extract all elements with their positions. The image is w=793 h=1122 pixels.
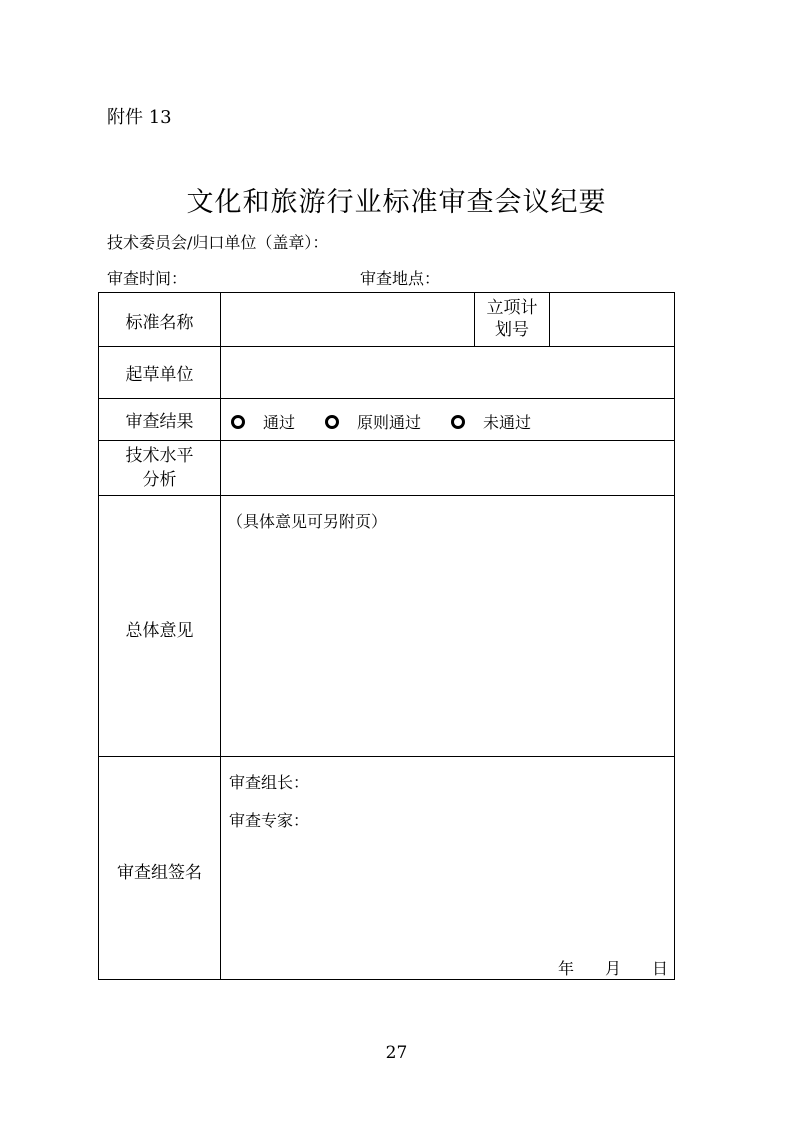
experts-label: 审查专家： [229, 811, 310, 830]
tech-level-label-line1: 技术水平 [125, 446, 194, 466]
overall-opinion-label: 总体意见 [125, 621, 194, 641]
date-day-label: 日 [652, 959, 669, 978]
tech-level-field[interactable] [221, 441, 674, 495]
review-result-options [231, 410, 561, 433]
standard-name-field[interactable] [221, 293, 474, 346]
tech-level-label-line2: 分析 [142, 470, 177, 490]
page-number: 27 [385, 1043, 408, 1063]
overall-opinion-field[interactable] [221, 533, 674, 755]
review-time-label: 审查时间： [107, 269, 188, 288]
result-option-pass[interactable] [231, 410, 295, 433]
row-divider [99, 398, 674, 399]
radio-circle-icon [231, 415, 245, 429]
row-divider [99, 756, 674, 757]
result-option-label: 通过 [263, 413, 296, 432]
signature-label: 审查组签名 [117, 863, 202, 883]
tech-level-label [99, 444, 220, 492]
review-form-table [98, 292, 675, 980]
drafting-unit-label: 起草单位 [125, 365, 194, 385]
project-plan-label-line1: 立项计 [486, 298, 538, 318]
attachment-label: 附件 13 [107, 107, 172, 128]
review-result-label: 审查结果 [125, 412, 194, 432]
project-plan-label [475, 297, 549, 341]
group-leader-label: 审查组长： [229, 773, 310, 792]
radio-circle-icon [451, 415, 465, 429]
result-option-conditional-pass[interactable] [325, 410, 421, 433]
result-option-label: 原则通过 [357, 413, 422, 432]
document-title: 文化和旅游行业标准审查会议纪要 [186, 187, 607, 218]
standard-name-label: 标准名称 [125, 313, 194, 333]
project-plan-number-field[interactable] [550, 293, 674, 346]
radio-circle-icon [325, 415, 339, 429]
project-plan-label-line2: 划号 [495, 320, 529, 340]
row-divider [99, 495, 674, 496]
committee-label: 技术委员会/归口单位（盖章）： [107, 233, 329, 252]
date-month-label: 月 [605, 959, 622, 978]
date-year-label: 年 [558, 959, 575, 978]
review-place-label: 审查地点： [360, 269, 441, 288]
result-option-fail[interactable] [451, 410, 531, 433]
drafting-unit-field[interactable] [221, 347, 674, 398]
overall-opinion-note: （具体意见可另附页） [227, 512, 388, 531]
result-option-label: 未通过 [483, 413, 532, 432]
